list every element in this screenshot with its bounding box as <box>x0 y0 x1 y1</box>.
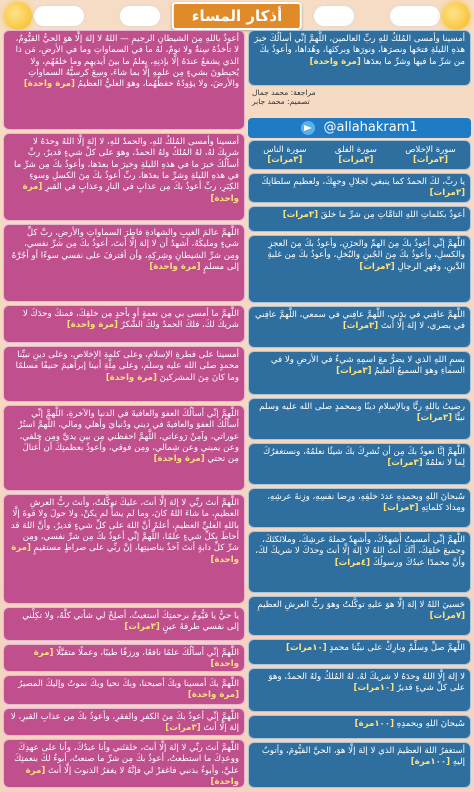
dhikr-card <box>3 305 245 343</box>
dhikr-text: أعوذُ باللهِ مِنَ الشيطانِ الرجيمِ — اللهُ لا إلهَ إلَّا هوَ الحيُّ القيُّومُ، لا تأخذُهُ سِنةٌ ولا نومٌ، لهُ ما في السماواتِ وما في الأرضِ، مَن ذا الذي يشفعُ عندَهُ إلَّا بإذنِهِ، يعلمُ ما بينَ أيديهِم وما خلفَهُم، ولا يُحيطونَ بشيءٍ مِن علمِهِ إلَّا بما شاءَ، وسِعَ كرسيُّهُ السماواتِ والأرضَ، ولا يؤودُهُ حفظُهُما، وهوَ العليُّ العظيمُ <box>15 34 239 90</box>
repeat-count: [٣مرات] <box>416 413 453 424</box>
credits <box>248 88 471 116</box>
repeat-count: [مرة واحدة] <box>149 262 201 273</box>
repeat-count: [٣مرات] <box>165 723 201 734</box>
surah-item <box>405 145 456 165</box>
repeat-count: [٣مرات] <box>359 261 395 272</box>
right-column <box>248 30 471 788</box>
surah-name: سورة الفلق <box>334 145 377 155</box>
sun-icon <box>4 2 32 30</box>
dhikr-card <box>248 639 471 665</box>
repeat-count: [مرة واحدة] <box>33 648 239 670</box>
dhikr-card <box>3 405 245 491</box>
dhikr-card <box>248 351 471 395</box>
dhikr-card <box>248 398 471 440</box>
surah-count: [٣مرات] <box>267 155 303 165</box>
sun-icon <box>442 2 470 30</box>
credit-review: مراجعة: محمد جمال <box>252 88 316 97</box>
credit-design: تصميم: محمد جابر <box>252 97 310 106</box>
repeat-count: [مرة واحدة] <box>23 79 75 90</box>
repeat-count: [٣مرات] <box>342 321 379 332</box>
dhikr-card <box>248 715 471 739</box>
cloud-icon <box>314 6 354 26</box>
dhikr-text: أمسينا على فطرةِ الإسلامِ، وعلى كلمةِ الإخلاصِ، وعلى دينِ نبيِّنا محمدٍ صلى الله عليه وسلم، وعلى مِلَّةِ أبينا إبراهيمَ حنيفًا مسلمًا وما كانَ مِنَ المشركينَ <box>15 350 239 383</box>
surah-item <box>263 145 306 165</box>
repeat-count: [٤مرات] <box>334 557 371 568</box>
header <box>0 0 474 30</box>
dhikr-card <box>248 488 471 528</box>
repeat-count: [٣مرات] <box>387 458 423 469</box>
repeat-count: [١٠٠مرة] <box>354 719 394 729</box>
dhikr-text: اللَّهمَّ أنتَ ربِّي لا إلهَ إلَّا أنتَ، عليكَ توكَّلتُ، وأنتَ ربُّ العرشِ العظيمِ، ما شاءَ اللهُ كانَ، وما لم يشأْ لم يكنْ، ولا حولَ ولا قوةَ إلَّا باللهِ العليِّ العظيمِ، أعلمُ أنَّ اللهَ على كلِّ شيءٍ قديرٌ، وأنَّ اللهَ قد أحاطَ بكلِّ شيءٍ علمًا، اللَّهمَّ إنِّي أعوذُ بكَ مِن شرِّ نفسي، ومِن شرِّ كلِّ دابةٍ أنتَ آخذٌ بناصيتِها، إنَّ ربِّي على صراطٍ مستقيمٍ <box>10 498 239 554</box>
surah-item <box>335 145 377 165</box>
dhikr-card <box>248 173 471 203</box>
dhikr-text: أستغفرُ اللهَ العظيمَ الذي لا إلهَ إلَّا هوَ، الحيَّ القيُّومَ، وأتوبُ إليهِ <box>261 746 465 768</box>
dhikr-card <box>3 607 245 641</box>
dhikr-card <box>248 668 471 712</box>
dhikr-card <box>248 30 471 86</box>
page-title: أذكار المساء <box>172 2 302 30</box>
dhikr-text: بسمِ اللهِ الذي لا يضرُّ معَ اسمِهِ شيءٌ في الأرضِ ولا في السماءِ وهوَ السميعُ العليمُ <box>270 355 465 377</box>
repeat-count: [مرة واحدة] <box>11 543 239 565</box>
repeat-count: [٧مرات] <box>429 611 465 622</box>
repeat-count: [مرة واحدة] <box>105 372 157 383</box>
dhikr-card <box>3 346 245 402</box>
left-column <box>3 30 245 788</box>
repeat-count: [مرة واحدة] <box>187 690 239 701</box>
dhikr-text: اللَّهمَّ صلِّ وسلِّمْ وبارِكْ على نبيِّنا محمدٍ <box>329 643 465 653</box>
cloud-icon <box>34 6 84 26</box>
repeat-count: [مرة واحدة] <box>22 182 239 204</box>
surahs-row <box>248 140 471 170</box>
repeat-count: [٣مرات] <box>429 188 465 199</box>
dhikr-text: اللَّهمَّ إنِّي أعوذُ بكَ مِنَ الهمِّ والحزَنِ، وأعوذُ بكَ مِنَ العجزِ والكسلِ، وأعوذُ بكَ مِنَ الجُبنِ والبُخلِ، وأعوذُ بكَ مِن غلبةِ الدَّينِ، وقهرِ الرجالِ <box>267 239 465 272</box>
dhikr-text: اللَّهمَّ إنِّي أعوذُ بكَ مِنَ الكفرِ والفقرِ، وأعوذُ بكَ مِن عذابِ القبرِ، لا إلهَ إلَّا أنتَ <box>10 712 239 734</box>
dhikr-text: حَسبيَ اللهُ لا إلهَ إلَّا هوَ عليهِ توكَّلتُ وهوَ ربُّ العرشِ العظيمِ <box>257 600 465 610</box>
repeat-count: [مرة واحدة] <box>25 765 239 788</box>
dhikr-text: يا ربِّ، لكَ الحمدُ كما ينبغي لجلالِ وجهِكَ، ولعظيمِ سلطانِكَ <box>261 177 465 187</box>
repeat-count: [مرة واحدة] <box>153 454 205 465</box>
dhikr-text: يا حيُّ يا قيُّومُ برحمتِكَ أستغيثُ، أصلِحْ لي شأني كلَّهُ، ولا تكِلْني إلى نفسي طرفةَ عينٍ <box>22 611 239 633</box>
dhikr-text: اللَّهمَّ أنتَ ربِّي لا إلهَ إلَّا أنتَ، خلقتَني وأنا عبدُكَ، وأنا على عهدِكَ ووعدِكَ ما استطعتُ، أعوذُ بكَ مِن شرِّ ما صنعتُ، أبوءُ لكَ بنعمتِكَ عليَّ، وأبوءُ بذنبي فاغفرْ لي فإنَّهُ لا يغفرُ الذنوبَ إلَّا أنتَ <box>14 743 239 776</box>
surah-count: [٣مرات] <box>413 155 448 165</box>
repeat-count: [مرة واحدة] <box>66 320 118 331</box>
dhikr-card <box>3 494 245 604</box>
dhikr-text: أعوذُ بكلماتِ اللهِ التامَّاتِ مِن شرِّ ما خلقَ <box>320 210 465 220</box>
cloud-icon <box>390 6 440 26</box>
dhikr-card <box>248 531 471 593</box>
dhikr-card <box>3 133 245 221</box>
surah-name: سورة الإخلاص <box>405 145 456 155</box>
telegram-icon <box>301 121 315 135</box>
repeat-count: [مرة واحدة] <box>309 56 361 67</box>
dhikr-card <box>3 30 245 130</box>
dhikr-text: اللَّهمَّ ما أمسى بي مِن نعمةٍ أو بأحدٍ مِن خلقِكَ، فمنكَ وحدَكَ لا شريكَ لكَ، فلكَ الحمدُ ولكَ الشُّكرُ <box>22 309 239 331</box>
dhikr-card <box>3 224 245 302</box>
cloud-icon <box>120 6 160 26</box>
handle-text: @allahakram1 <box>323 120 418 135</box>
dhikr-text: لا إلهَ إلَّا اللهُ وحدَهُ لا شريكَ لهُ، لهُ المُلكُ ولهُ الحمدُ، وهوَ على كلِّ شيءٍ قديرٌ <box>268 672 465 694</box>
dhikr-text: اللَّهمَّ إنِّي أسألُكَ العفوَ والعافيةَ في الدنيا والآخرةِ، اللَّهمَّ إنِّي أسألُكَ العفوَ والعافيةَ في ديني ودُنيايَ وأهلي ومالي، اللَّهمَّ استُرْ عوراتي، وآمِنْ رَوعاتي، اللَّهمَّ احفظني مِن بينِ يديَّ ومِن خلفي، وعن يميني وعن شِمالي، ومِن فوقي، وأعوذُ بعظمتِكَ أن أُغتالَ مِن تحتي <box>18 409 239 465</box>
surah-name: سورة الناس <box>263 145 307 155</box>
surah-count: [٣مرات] <box>338 155 374 165</box>
dhikr-card <box>248 235 471 303</box>
dhikr-card <box>3 675 245 705</box>
repeat-count: [٣مرات] <box>336 366 372 377</box>
dhikr-card <box>248 742 471 788</box>
repeat-count: [١٠مرات] <box>353 683 395 694</box>
dhikr-text: اللَّهمَّ إنِّي أسألُكَ علمًا نافعًا، ورزقًا طيبًا، وعملًا متقبَّلًا <box>56 648 239 658</box>
repeat-count: [١٠٠مرة] <box>410 757 451 768</box>
dhikr-card <box>248 443 471 485</box>
dhikr-text: اللَّهمَّ إنِّي أمسيتُ أُشهِدُكَ، وأُشهِدُ حملةَ عرشِكَ، وملائكتَكَ، وجميعَ خلقِكَ، أنَّكَ أنتَ اللهُ لا إلهَ إلَّا أنتَ وحدَكَ لا شريكَ لكَ، وأنَّ محمدًا عبدُكَ ورسولُكَ <box>255 535 465 568</box>
repeat-count: [٣مرات] <box>124 622 160 633</box>
repeat-count: [٣مرات] <box>383 503 419 514</box>
dhikr-text: سُبحانَ اللهِ وبحمدِهِ عددَ خلقِهِ، ورِضا نفسِهِ، وزِنةَ عرشِهِ، ومِدادَ كلماتِهِ <box>267 492 465 514</box>
repeat-count: [٣مرات] <box>282 210 319 220</box>
dhikr-text: سُبحانَ اللهِ وبحمدِهِ <box>396 719 465 729</box>
dhikr-text: رضيتُ باللهِ ربًّا وبالإسلامِ دينًا وبمحمدٍ صلى الله عليه وسلم نبيًّا <box>259 402 465 424</box>
dhikr-text: أمسينا وأمسى المُلكُ للهِ، والحمدُ للهِ، لا إلهَ إلَّا اللهُ وحدَهُ لا شريكَ لهُ، لهُ المُلكُ ولهُ الحمدُ، وهوَ على كلِّ شيءٍ قديرٌ، ربِّ أسألُكَ خيرَ ما في هذهِ الليلةِ وخيرَ ما بعدَها، وأعوذُ بكَ مِن شرِّ ما في هذهِ الليلةِ وشرِّ ما بعدَها، ربِّ أعوذُ بكَ مِنَ الكسلِ وسوءِ الكِبَرِ، ربِّ أعوذُ بكَ مِن عذابٍ في النارِ وعذابٍ في القبرِ <box>13 137 239 193</box>
dhikr-text: اللَّهمَّ بكَ أمسينا وبكَ أصبحنا، وبكَ نحيا وبكَ نموتُ وإليكَ المصيرُ <box>18 679 239 689</box>
dhikr-text: اللَّهمَّ عافِني في بدَني، اللَّهمَّ عافِني في سمعي، اللَّهمَّ عافِني في بصري، لا إلهَ إلَّا أنتَ <box>254 310 465 332</box>
dhikr-card <box>248 596 471 636</box>
dhikr-text: أمسينا وأمسى المُلكُ للهِ ربِّ العالمين، اللَّهمَّ إنِّي أسألُكَ خيرَ هذهِ الليلةِ فتحَها ونصرَها، ونورَها وبركتَها، وهُداها، وأعوذُ بكَ من شرِّ ما فيها وشرِّ ما بعدَها <box>254 34 465 67</box>
dhikr-card <box>3 708 245 736</box>
dhikr-text: اللَّهمَّ عالمَ الغيبِ والشهادةِ فاطرَ السماواتِ والأرضِ، ربَّ كلِّ شيءٍ ومليكَهُ، أشهدُ أن لا إلهَ إلَّا أنتَ، أعوذُ بكَ مِن شرِّ نفسي، ومِن شرِّ الشيطانِ وشِركِهِ، وأن أقترفَ على نفسي سوءًا أو أجُرَّهُ إلى مسلمٍ <box>11 228 239 273</box>
dhikr-card <box>3 644 245 672</box>
dhikr-card <box>248 206 471 232</box>
telegram-handle[interactable] <box>248 118 471 138</box>
dhikr-card <box>3 739 245 788</box>
repeat-count: [١٠مرات] <box>286 643 327 653</box>
dhikr-text: اللَّهمَّ إنَّا نعوذُ بكَ مِن أن نُشرِكَ بكَ شيئًا نعلمُهُ، ونستغفرُكَ لِما لا نعلمُهُ <box>263 447 465 469</box>
dhikr-card <box>248 306 471 348</box>
